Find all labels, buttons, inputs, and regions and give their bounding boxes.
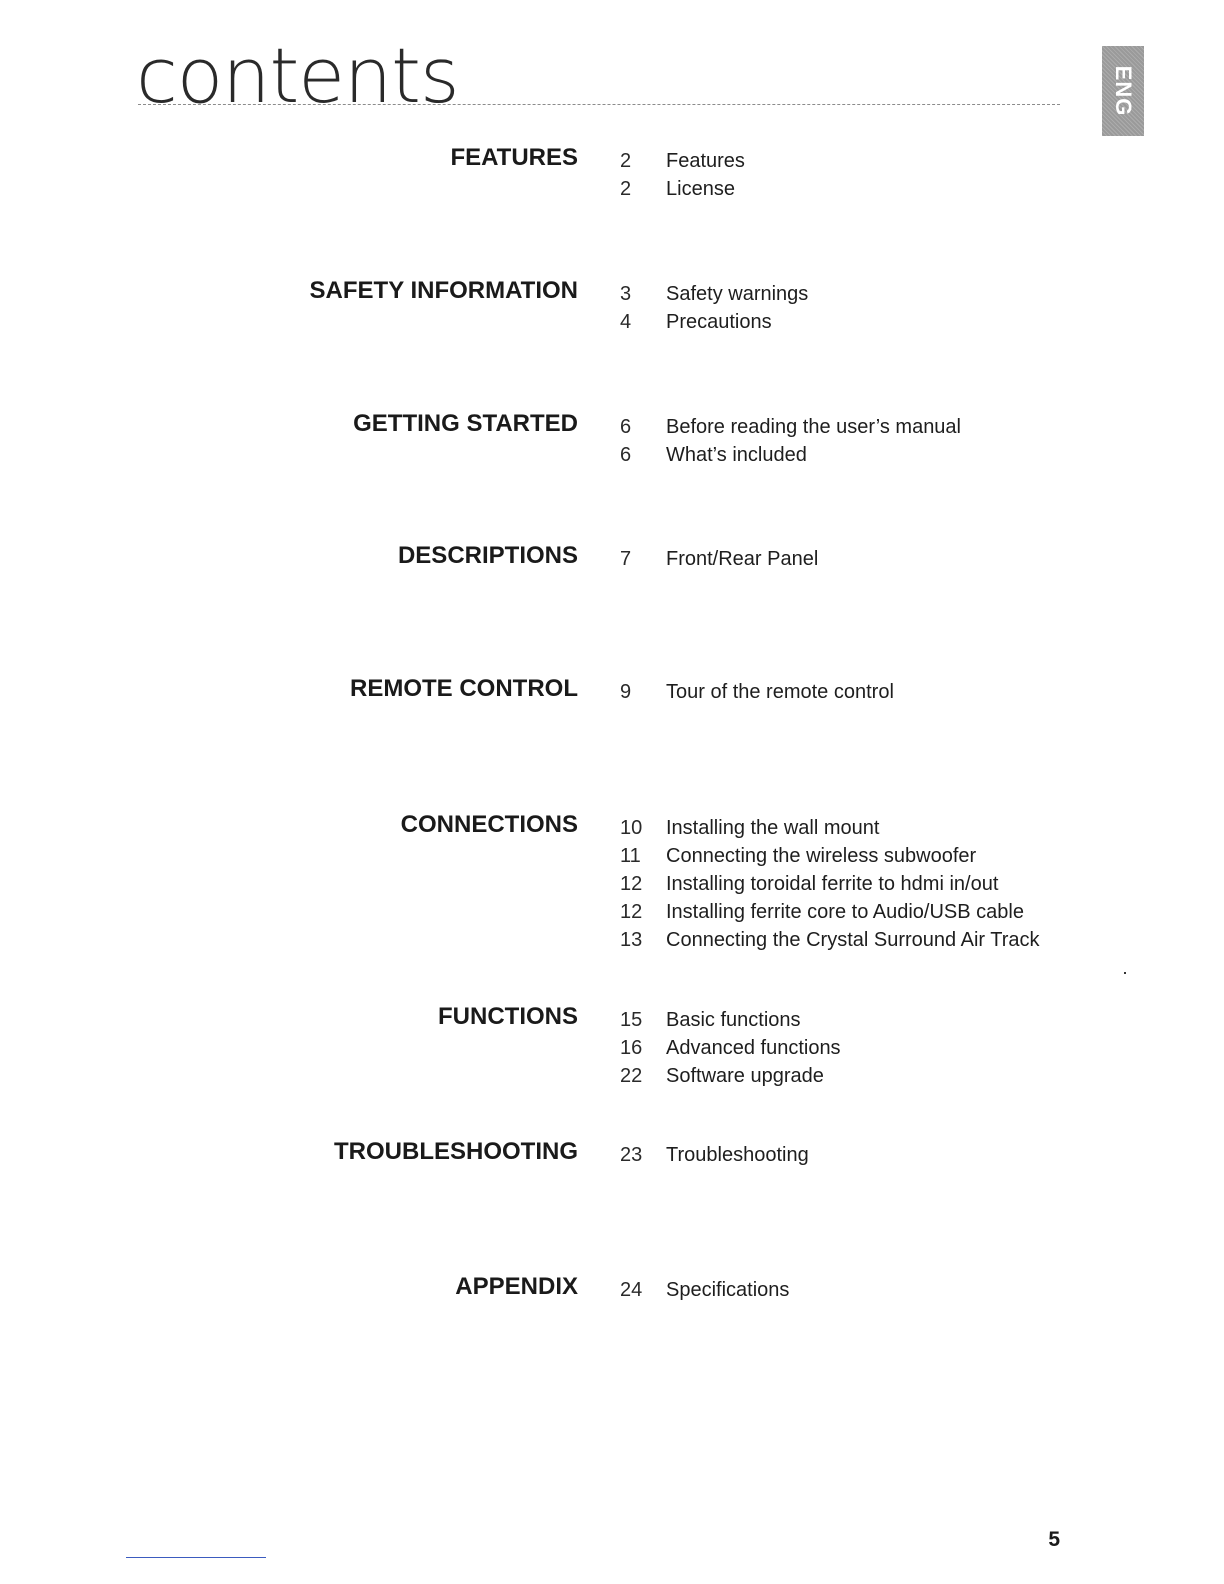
footer-rule xyxy=(126,1557,266,1558)
section-heading[interactable]: SAFETY INFORMATION xyxy=(309,277,578,304)
section-heading[interactable]: FEATURES xyxy=(450,144,578,171)
entry-title: Advanced functions xyxy=(666,1037,841,1059)
entry-title: Software upgrade xyxy=(666,1065,824,1087)
language-tab-label: ENG xyxy=(1111,65,1136,117)
entry-page-number: 16 xyxy=(620,1037,643,1059)
toc-entry[interactable] xyxy=(620,1276,789,1304)
entry-title: Installing the wall mount xyxy=(666,817,880,839)
entry-title: Before reading the user’s manual xyxy=(666,416,961,438)
entry-title: Connecting the Crystal Surround Air Track xyxy=(666,929,1040,951)
section-heading[interactable]: CONNECTIONS xyxy=(400,811,578,838)
entry-title: What’s included xyxy=(666,444,807,466)
entry-page-number: 7 xyxy=(620,548,632,570)
toc-entry[interactable] xyxy=(620,441,961,469)
entry-title: Front/Rear Panel xyxy=(666,548,819,570)
entry-page-number: 4 xyxy=(620,311,632,333)
language-tab xyxy=(1102,46,1144,136)
entry-title: Connecting the wireless subwoofer xyxy=(666,845,977,867)
page-title: contents xyxy=(136,31,459,120)
toc-entry[interactable] xyxy=(620,280,808,308)
section-heading[interactable]: DESCRIPTIONS xyxy=(397,542,578,569)
entry-title: License xyxy=(666,178,735,200)
title-divider xyxy=(138,104,1060,105)
toc-entry[interactable] xyxy=(620,926,1040,954)
page-number: 5 xyxy=(1048,1528,1060,1551)
toc-entry[interactable] xyxy=(620,678,894,706)
section-heading[interactable]: REMOTE CONTROL xyxy=(350,675,578,702)
entry-page-number: 24 xyxy=(620,1279,643,1301)
entry-page-number: 12 xyxy=(620,873,643,895)
toc-entry[interactable] xyxy=(620,898,1040,926)
entry-title: Precautions xyxy=(666,311,772,333)
entry-page-number: 6 xyxy=(620,444,632,466)
entry-page-number: 6 xyxy=(620,416,632,438)
entry-page-number: 11 xyxy=(620,845,641,867)
toc-entry[interactable] xyxy=(620,870,1040,898)
entry-page-number: 22 xyxy=(620,1065,643,1087)
toc-entry[interactable] xyxy=(620,842,1040,870)
toc-entry[interactable] xyxy=(620,1062,841,1090)
toc-entry[interactable] xyxy=(620,175,745,203)
section-heading[interactable]: GETTING STARTED xyxy=(353,410,578,437)
entry-page-number: 9 xyxy=(620,681,632,703)
toc-entry[interactable] xyxy=(620,1006,841,1034)
entry-page-number: 23 xyxy=(620,1144,643,1166)
entry-title: Basic functions xyxy=(666,1009,801,1031)
entry-title: Specifications xyxy=(666,1279,790,1301)
entry-title: Tour of the remote control xyxy=(666,681,894,703)
section-heading[interactable]: FUNCTIONS xyxy=(438,1003,578,1030)
toc-entry[interactable] xyxy=(620,1141,809,1169)
entry-page-number: 12 xyxy=(620,901,643,923)
toc-entry[interactable] xyxy=(620,1034,841,1062)
entry-page-number: 2 xyxy=(620,150,632,172)
scan-speck xyxy=(1124,972,1126,974)
entry-title: Features xyxy=(666,150,745,172)
section-heading[interactable]: APPENDIX xyxy=(455,1273,578,1300)
entry-title: Installing ferrite core to Audio/USB cable xyxy=(666,901,1024,923)
toc-entry[interactable] xyxy=(620,147,745,175)
entry-title: Installing toroidal ferrite to hdmi in/out xyxy=(666,873,999,895)
entry-page-number: 13 xyxy=(620,929,643,951)
entry-title: Safety warnings xyxy=(666,283,809,305)
entry-page-number: 3 xyxy=(620,283,632,305)
toc-entry[interactable] xyxy=(620,413,961,441)
entry-page-number: 15 xyxy=(620,1009,643,1031)
entry-page-number: 2 xyxy=(620,178,632,200)
entry-page-number: 10 xyxy=(620,817,643,839)
toc-entry[interactable] xyxy=(620,545,818,573)
toc-entry[interactable] xyxy=(620,308,808,336)
entry-title: Troubleshooting xyxy=(666,1144,809,1166)
toc-entry[interactable] xyxy=(620,814,1040,842)
section-heading[interactable]: TROUBLESHOOTING xyxy=(334,1138,578,1165)
